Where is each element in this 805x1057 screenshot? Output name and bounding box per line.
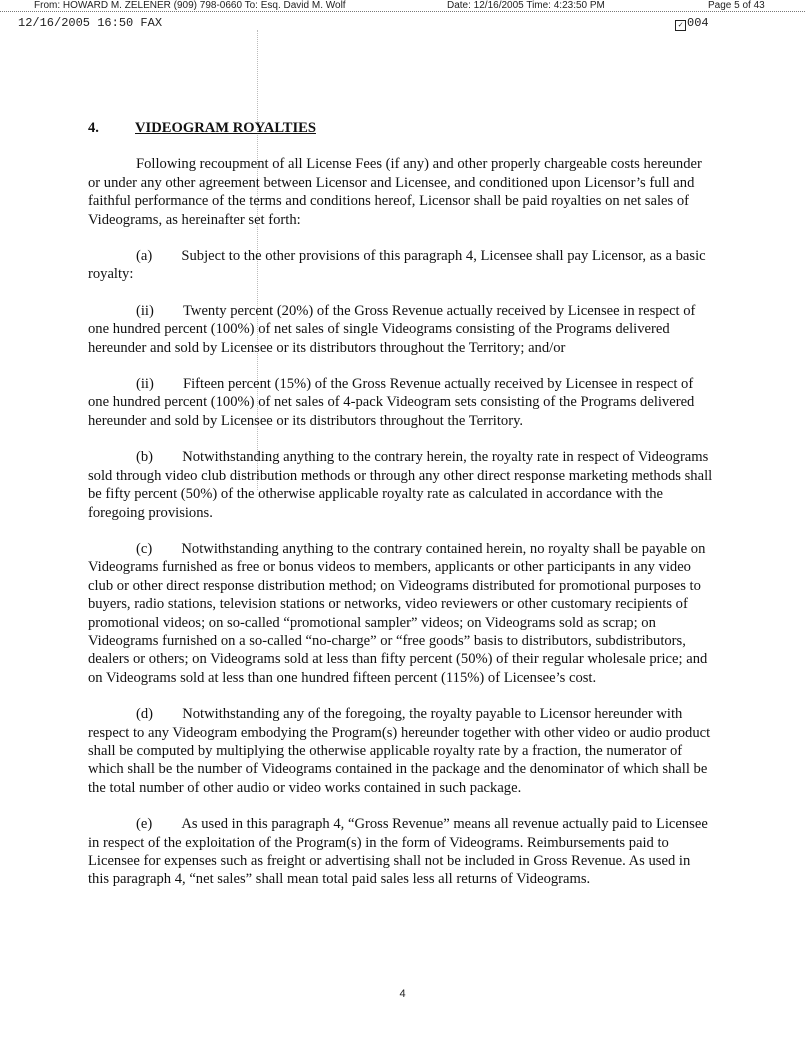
fax-page-code-text: 004	[687, 16, 709, 30]
clause-a-sub-2: (ii) Fifteen percent (15%) of the Gross Revenue actually received by Licensee in respect of one hundred percent (100%) of net sales of 4-pack Videogram sets consisting of the Programs delivered hereunder and sold by Licensee or its distributors throughout the Territory.	[88, 376, 695, 429]
section-number: 4.	[88, 120, 99, 136]
fax-timestamp: 12/16/2005 16:50 FAX	[18, 16, 163, 30]
document-body	[88, 119, 714, 907]
intro-paragraph: Following recoupment of all License Fees (if any) and other properly chargeable costs hereunder or under any other agreement between Licensor and Licensee, and conditioned upon Licensor’s full and faithful performance of the terms and conditions hereof, Licensor shall be paid royalties on net sales of Videograms, as hereinafter set forth:	[88, 156, 702, 228]
section-title: VIDEOGRAM ROYALTIES	[135, 120, 316, 136]
clause-c: (c) Notwithstanding anything to the contrary contained herein, no royalty shall be payable on Videograms furnished as free or bonus videos to members, applicants or other participants in any video club or other direct response distribution method; on Videograms distributed for promotional purposes to buyers, radio stations, television stations or networks, video reviewers or other customary recipients of promotional videos; on so-called “promotional sampler” videos; on Videograms sold as scrap; on Videograms furnished on a so-called “no-charge” or “free goods” basis to distributors, subdistributors, dealers or others; on Videograms sold at less than fifty percent (50%) of their regular wholesale price; and on Videograms sold at less than one hundred fifteen percent (115%) of Licensee’s cost.	[88, 540, 708, 686]
fax-date-time: Date: 12/16/2005 Time: 4:23:50 PM	[447, 0, 605, 11]
clause-e: (e) As used in this paragraph 4, “Gross Revenue” means all revenue actually paid to Licensee in respect of the exploitation of the Program(s) in the form of Videograms. Reimbursements paid to Licensee for expenses such as freight or advertising shall not be included in Gross Revenue. As used in this paragraph 4, “net sales” shall mean total paid sales less all returns of Videograms.	[88, 816, 708, 888]
header-divider	[0, 11, 805, 12]
clause-a: (a) Subject to the other provisions of this paragraph 4, Licensee shall pay Licensor, as a basic royalty:	[88, 248, 706, 283]
page-number: 4	[399, 988, 406, 1000]
fax-page-code	[675, 16, 709, 30]
clause-d: (d) Notwithstanding any of the foregoing, the royalty payable to Licensor hereunder with respect to any Videogram embodying the Program(s) hereunder together with other video or audio product shall be computed by multiplying the otherwise applicable royalty rate by a fraction, the numerator of which shall be the number of Videograms contained in the package and the denominator of which shall be the total number of other audio or video works contained in such package.	[88, 706, 711, 796]
checkbox-icon: ✓	[675, 20, 686, 31]
fax-page-count: Page 5 of 43	[708, 0, 765, 11]
clause-a-sub-1: (ii) Twenty percent (20%) of the Gross Revenue actually received by Licensee in respect of one hundred percent (100%) of net sales of single Videograms consisting of the Programs delivered hereunder and sold by Licensee or its distributors throughout the Territory; and/or	[88, 302, 696, 356]
clause-b: (b) Notwithstanding anything to the contrary herein, the royalty rate in respect of Videograms sold through video club distribution methods or through any other direct response marketing methods shall be fifty percent (50%) of the otherwise applicable royalty rate as calculated in accordance with the foregoing provisions.	[88, 449, 713, 521]
section-heading	[88, 119, 714, 137]
fax-from-line: From: HOWARD M. ZELENER (909) 798-0660 To: Esq. David M. Wolf	[34, 0, 346, 11]
